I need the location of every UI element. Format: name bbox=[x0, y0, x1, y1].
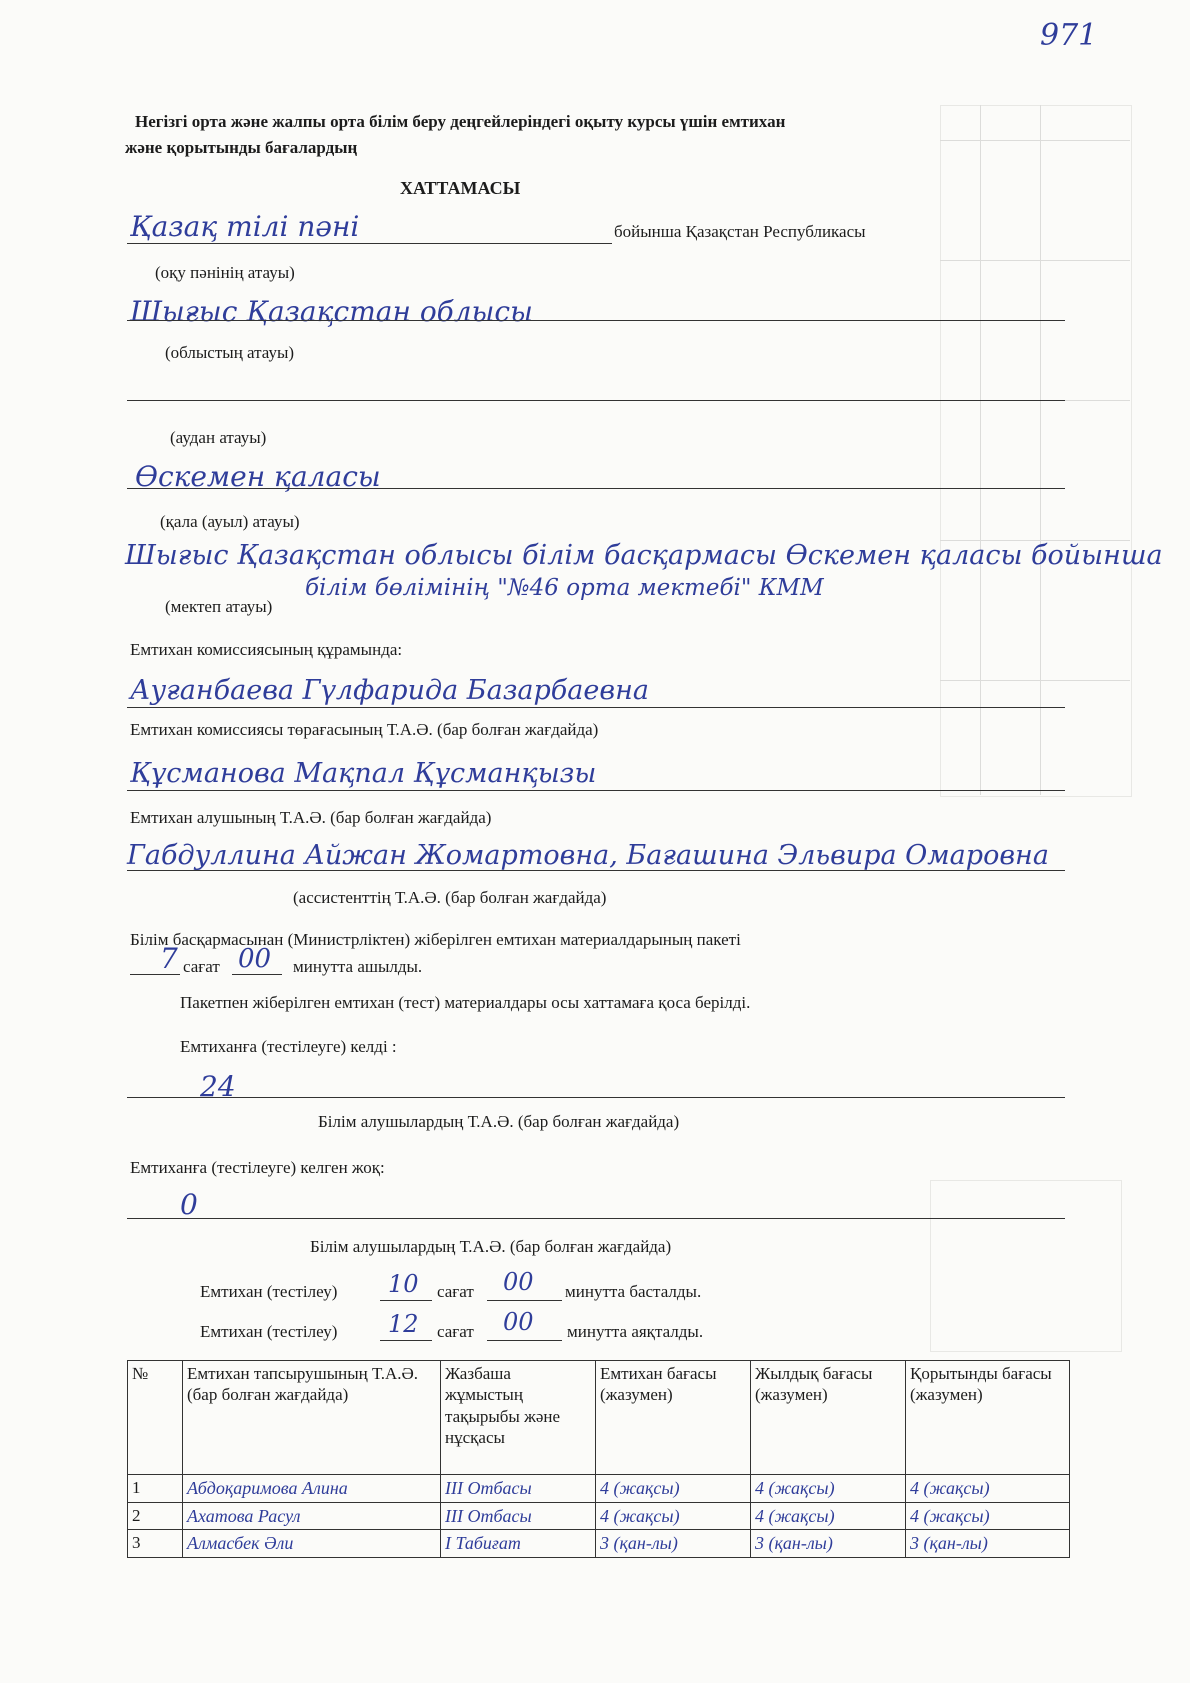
annual-grade: 4 (жақсы) bbox=[751, 1502, 906, 1530]
start-minute: 00 bbox=[503, 1268, 534, 1296]
package-minute-underline bbox=[232, 974, 282, 975]
student-name: Абдоқаримова Алина bbox=[183, 1475, 441, 1503]
essay-topic: I Табиғат bbox=[441, 1530, 596, 1558]
package-attached: Пакетпен жіберілген емтихан (тест) материалдары осы хаттамаға қоса берілді. bbox=[180, 993, 751, 1012]
end-suffix: минутта аяқталды. bbox=[567, 1322, 704, 1341]
commission-label: Емтихан комиссиясының құрамында: bbox=[130, 640, 403, 659]
start-hour-label: сағат bbox=[437, 1282, 474, 1301]
end-hour-underline bbox=[380, 1340, 432, 1341]
examiner-underline bbox=[127, 870, 1065, 871]
package-hour-label: сағат bbox=[183, 957, 220, 976]
absent-students-caption: Білім алушылардың Т.А.Ә. (бар болған жағдайда) bbox=[310, 1237, 672, 1256]
bleed-through-line bbox=[940, 680, 1130, 681]
region-caption: (облыстың атауы) bbox=[165, 343, 295, 362]
region-value: Шығыс Қазақстан облысы bbox=[130, 295, 533, 328]
header-annual-grade: Жылдық бағасы (жазумен) bbox=[751, 1361, 906, 1475]
exam-grade: 4 (жақсы) bbox=[596, 1475, 751, 1503]
end-minute-underline bbox=[487, 1340, 562, 1341]
bleed-through-table bbox=[940, 105, 1132, 797]
came-label: Емтиханға (тестілеуге) келді : bbox=[180, 1037, 397, 1056]
absent-label: Емтиханға (тестілеуге) келген жоқ: bbox=[130, 1158, 385, 1177]
came-underline bbox=[127, 1097, 1065, 1098]
page-number: 971 bbox=[1040, 18, 1098, 53]
student-name: Ахатова Расул bbox=[183, 1502, 441, 1530]
school-value-line2: білім бөлімінің "№46 орта мектебі" КММ bbox=[305, 575, 824, 601]
heading-line2: және қорытынды бағалардың bbox=[125, 138, 358, 157]
examiner-label: Емтихан алушының Т.А.Ә. (бар болған жағдайда) bbox=[130, 808, 492, 827]
subject-caption: (оқу пәнінің атауы) bbox=[155, 263, 295, 282]
row-number: 2 bbox=[128, 1502, 183, 1530]
commission-member-underline bbox=[127, 707, 1065, 708]
subject-value: Қазақ тілі пәні bbox=[130, 210, 360, 243]
package-minute-label: минутта ашылды. bbox=[293, 957, 423, 976]
district-caption: (аудан атауы) bbox=[170, 428, 267, 447]
bleed-through-line bbox=[940, 260, 1130, 261]
end-hour-label: сағат bbox=[437, 1322, 474, 1341]
end-hour: 12 bbox=[388, 1310, 419, 1338]
package-hour: 7 bbox=[160, 942, 178, 975]
start-hour-underline bbox=[380, 1300, 432, 1301]
city-value: Өскемен қаласы bbox=[135, 460, 381, 493]
subject-suffix: бойынша Қазақстан Республикасы bbox=[614, 222, 866, 241]
assistant-caption: (ассистенттің Т.А.Ә. (бар болған жағдайда) bbox=[293, 888, 607, 907]
student-name: Алмасбек Әли bbox=[183, 1530, 441, 1558]
district-underline bbox=[127, 400, 1065, 401]
document-title: ХАТТАМАСЫ bbox=[400, 178, 521, 198]
final-grade: 3 (қан-лы) bbox=[906, 1530, 1070, 1558]
essay-topic: III Отбасы bbox=[441, 1475, 596, 1503]
header-student-name: Емтихан тапсырушының Т.А.Ә. (бар болған жағдайда) bbox=[183, 1361, 441, 1475]
commission-member: Ауғанбаева Гүлфарида Базарбаевна bbox=[130, 675, 649, 706]
city-caption: (қала (ауыл) атауы) bbox=[160, 512, 300, 531]
end-minute: 00 bbox=[503, 1308, 534, 1336]
essay-topic: III Отбасы bbox=[441, 1502, 596, 1530]
exam-grade: 3 (қан-лы) bbox=[596, 1530, 751, 1558]
end-prefix: Емтихан (тестілеу) bbox=[200, 1322, 338, 1341]
header-essay-topic: Жазбаша жұмыстың тақырыбы және нұсқасы bbox=[441, 1361, 596, 1475]
bleed-through-line bbox=[1040, 105, 1041, 795]
results-table bbox=[127, 1360, 1070, 1558]
annual-grade: 3 (қан-лы) bbox=[751, 1530, 906, 1558]
absent-value: 0 bbox=[180, 1188, 198, 1221]
package-text: Білім басқармасынан (Министрліктен) жіберілген емтихан материалдарының пакеті bbox=[130, 930, 741, 949]
start-hour: 10 bbox=[388, 1270, 419, 1298]
package-hour-underline bbox=[130, 974, 180, 975]
start-suffix: минутта басталды. bbox=[565, 1282, 702, 1301]
table-row bbox=[128, 1530, 1070, 1558]
package-minute: 00 bbox=[238, 944, 272, 974]
start-prefix: Емтихан (тестілеу) bbox=[200, 1282, 338, 1301]
city-underline bbox=[127, 488, 1065, 489]
row-number: 1 bbox=[128, 1475, 183, 1503]
table-row bbox=[128, 1502, 1070, 1530]
chair-value: Құсманова Мақпал Құсманқызы bbox=[130, 758, 597, 789]
table-header-row bbox=[128, 1361, 1070, 1475]
bleed-through-block bbox=[930, 1180, 1122, 1352]
bleed-through-line bbox=[940, 140, 1130, 141]
final-grade: 4 (жақсы) bbox=[906, 1475, 1070, 1503]
school-value-line1: Шығыс Қазақстан облысы білім басқармасы Өскемен қаласы бойынша bbox=[125, 540, 1163, 571]
header-exam-grade: Емтихан бағасы (жазумен) bbox=[596, 1361, 751, 1475]
heading-line1: Негізгі орта және жалпы орта білім беру деңгейлеріндегі оқыту курсы үшін емтихан bbox=[135, 112, 786, 131]
examiner-value: Габдуллина Айжан Жомартовна, Бағашина Эльвира Омаровна bbox=[127, 840, 1049, 871]
annual-grade: 4 (жақсы) bbox=[751, 1475, 906, 1503]
chair-label: Емтихан комиссиясы төрағасының Т.А.Ә. (бар болған жағдайда) bbox=[130, 720, 599, 739]
header-number: № bbox=[128, 1361, 183, 1475]
region-underline bbox=[127, 320, 1065, 321]
came-students-caption: Білім алушылардың Т.А.Ә. (бар болған жағдайда) bbox=[318, 1112, 680, 1131]
table-row bbox=[128, 1475, 1070, 1503]
absent-underline bbox=[127, 1218, 1065, 1219]
exam-grade: 4 (жақсы) bbox=[596, 1502, 751, 1530]
bleed-through-line bbox=[980, 105, 981, 795]
start-minute-underline bbox=[487, 1300, 562, 1301]
school-caption: (мектеп атауы) bbox=[165, 597, 273, 616]
final-grade: 4 (жақсы) bbox=[906, 1502, 1070, 1530]
header-final-grade: Қорытынды бағасы (жазумен) bbox=[906, 1361, 1070, 1475]
subject-underline bbox=[127, 243, 612, 244]
row-number: 3 bbox=[128, 1530, 183, 1558]
chair-underline bbox=[127, 790, 1065, 791]
came-value: 24 bbox=[200, 1070, 236, 1103]
